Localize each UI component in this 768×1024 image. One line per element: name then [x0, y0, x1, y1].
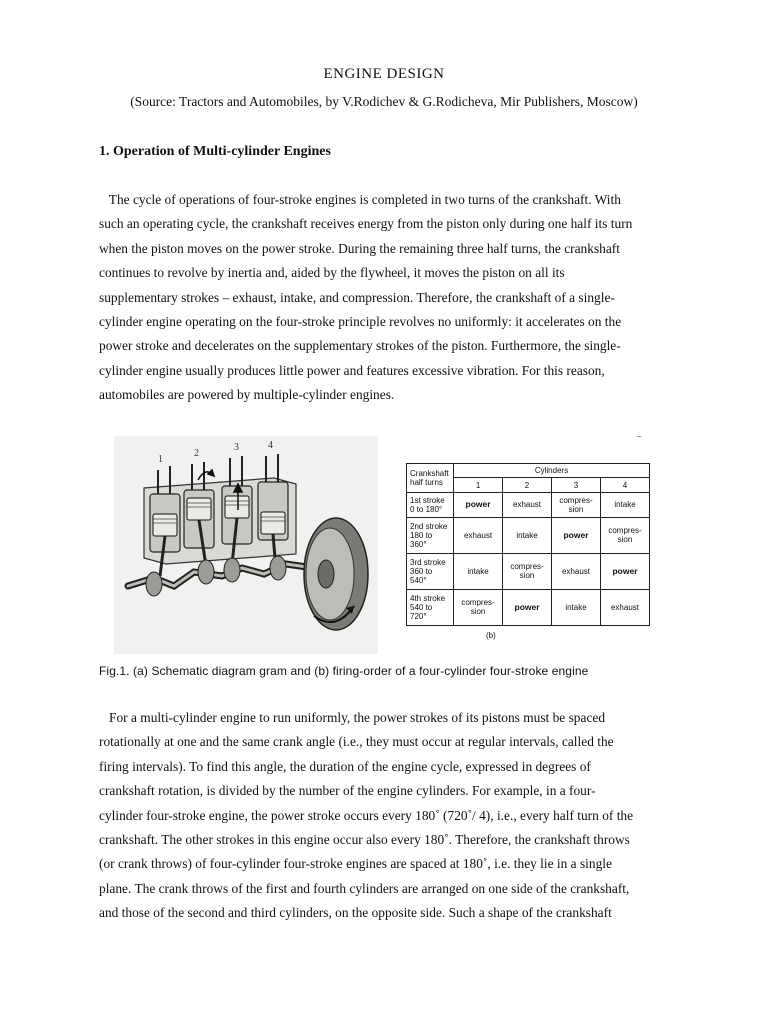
table-row	[407, 517, 650, 553]
table-cell: intake	[503, 517, 552, 553]
table-cell: exhaust	[552, 553, 601, 589]
section-heading: 1. Operation of Multi-cylinder Engines	[99, 144, 331, 159]
table-row	[407, 492, 650, 517]
paragraph-1	[99, 188, 667, 408]
cylinder-number-label: 1	[158, 454, 163, 465]
table-cell: compres-sion	[552, 492, 601, 517]
scan-mark	[637, 436, 641, 437]
table-cell: power	[552, 517, 601, 553]
table-cell: compres-sion	[601, 517, 650, 553]
stroke-name: 3rd stroke	[410, 557, 446, 567]
figure-b-label: (b)	[486, 631, 496, 640]
stroke-range: 360 to 540°	[410, 566, 433, 585]
cylinder-number-label: 2	[194, 448, 199, 459]
stroke-range: 180 to 360°	[410, 530, 433, 549]
paragraph-line: crankshaft. The other strokes in this engine occur also every 180˚. Therefore, the crankshaft throws	[99, 832, 630, 848]
paragraph-line: cylinder engine usually produces little power and features excessive vibration. For this reason,	[99, 362, 605, 378]
paragraph-2	[99, 706, 667, 926]
table-cell: exhaust	[503, 492, 552, 517]
paragraph-line: plane. The crank throws of the first and fourth cylinders are arranged on one side of the crankshaft,	[99, 880, 630, 896]
cylinder-column-header: 1	[454, 478, 503, 492]
corner-header-line: half turns	[410, 477, 443, 487]
paragraph-line: crankshaft rotation, is divided by the number of the engine cylinders. For example, in a four-	[99, 783, 596, 799]
corner-header-line: Crankshaft	[410, 468, 449, 478]
paragraph-line: when the piston moves on the power stroke. During the remaining three half turns, the crankshaft	[99, 240, 620, 256]
table-cell: compres-sion	[503, 553, 552, 589]
paragraph-line: For a multi-cylinder engine to run uniformly, the power strokes of its pistons must be spaced	[99, 710, 606, 725]
table-row	[407, 589, 650, 625]
paragraph-line: automobiles are powered by multiple-cylinder engines.	[99, 387, 395, 403]
table-cell: compres-sion	[454, 589, 503, 625]
paragraph-line: (or crank throws) of four-cylinder four-stroke engines are spaced at 180˚, i.e. they lie in a single	[99, 856, 612, 872]
firing-order-table	[406, 463, 650, 626]
table-cell: power	[601, 553, 650, 589]
source-citation: (Source: Tractors and Automobiles, by V.Rodichev & G.Rodicheva, Mir Publishers, Moscow)	[130, 94, 638, 109]
cylinder-column-header: 4	[601, 478, 650, 492]
cylinder-number-label: 3	[234, 442, 239, 453]
table-cell: power	[503, 589, 552, 625]
engine-schematic-illustration	[114, 436, 378, 654]
paragraph-line: such an operating cycle, the crankshaft receives energy from the piston only during one half its turn	[99, 216, 633, 232]
table-cell: exhaust	[454, 517, 503, 553]
stroke-row-header	[407, 553, 454, 589]
stroke-name: 2nd stroke	[410, 521, 448, 531]
paragraph-line: firing intervals). To find this angle, the duration of the engine cycle, expressed in degrees of	[99, 758, 591, 774]
firing-order-table-figure	[406, 463, 650, 626]
paragraph-line: cylinder engine operating on the four-stroke principle revolves no uniformly: it accelerates on the	[99, 314, 622, 330]
paragraph-line: cylinder four-stroke engine, the power stroke occurs every 180˚ (720˚/ 4), i.e., every half turn of the	[99, 807, 634, 823]
cylinder-column-header: 2	[503, 478, 552, 492]
table-cell: power	[454, 492, 503, 517]
table-row	[407, 553, 650, 589]
document-title: ENGINE DESIGN	[323, 66, 445, 82]
table-cell: exhaust	[601, 589, 650, 625]
stroke-name: 4th stroke	[410, 593, 446, 603]
stroke-row-header	[407, 589, 454, 625]
stroke-range: 0 to 180°	[410, 504, 443, 514]
cylinders-header: Cylinders	[454, 464, 650, 478]
engine-schematic-figure	[114, 436, 378, 654]
figure-caption: Fig.1. (a) Schematic diagram gram and (b) firing-order of a four-cylinder four-stroke engine	[99, 664, 589, 678]
stroke-row-header	[407, 492, 454, 517]
stroke-name: 1st stroke	[410, 495, 445, 505]
cylinder-number-label: 4	[268, 440, 273, 451]
paragraph-line: rotationally at one and the same crank angle (i.e., they must occur at regular intervals, called the	[99, 734, 614, 750]
table-cell: intake	[454, 553, 503, 589]
table-cell: intake	[601, 492, 650, 517]
table-cell: intake	[552, 589, 601, 625]
stroke-row-header	[407, 517, 454, 553]
paragraph-line: and those of the second and third cylinders, on the opposite side. Such a shape of the crankshaft	[99, 905, 612, 921]
paragraph-line: continues to revolve by inertia and, aided by the flywheel, it moves the piston on all its	[99, 265, 565, 281]
table-corner-header	[407, 464, 454, 493]
cylinder-column-header: 3	[552, 478, 601, 492]
paragraph-line: supplementary strokes – exhaust, intake, and compression. Therefore, the crankshaft of a single-	[99, 289, 615, 305]
paragraph-line: The cycle of operations of four-stroke engines is completed in two turns of the crankshaft. With	[99, 192, 621, 207]
stroke-range: 540 to 720°	[410, 602, 433, 621]
paragraph-line: power stroke and decelerates on the supplementary strokes of the piston. Furthermore, the single-	[99, 338, 621, 354]
